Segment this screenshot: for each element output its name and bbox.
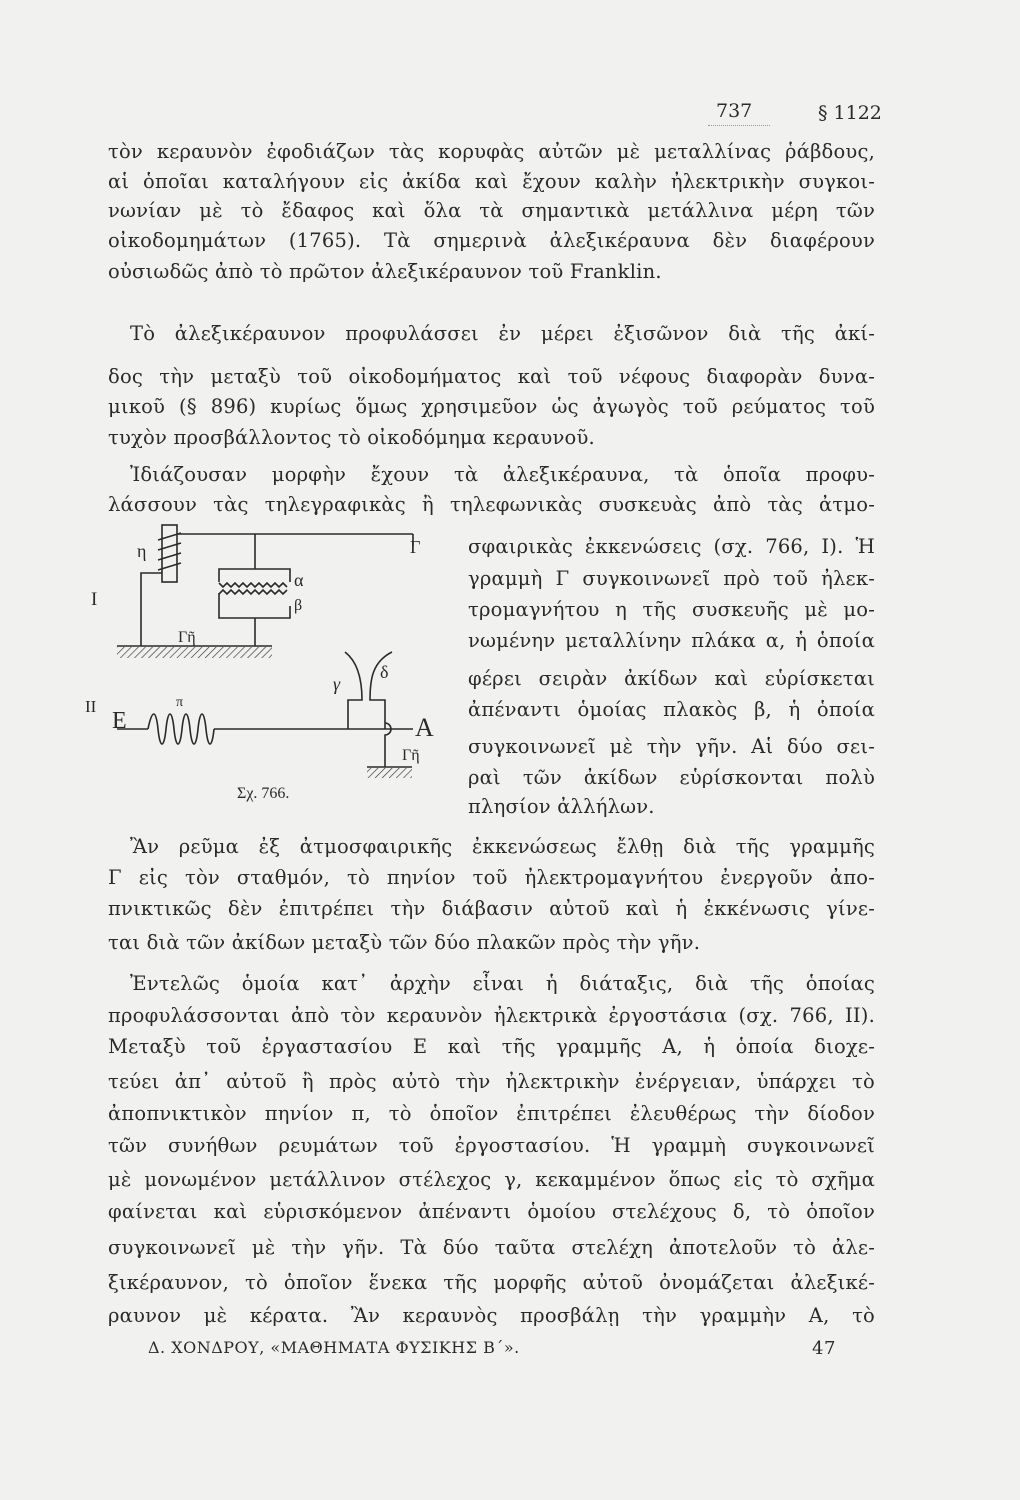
ground-hatch-2 xyxy=(367,768,412,778)
text-line: λάσσουν τὰς τηλεγραφικὰς ἢ τηλεφωνικὰς συσκευὰς ἀπὸ τὰς ἀτμο- xyxy=(108,493,875,516)
section-number: § 1122 xyxy=(818,102,882,124)
text-line: Τὸ ἀλεξικέραυνον προφυλάσσει ἐν μέρει ἐξισῶνον διὰ τῆς ἀκί- xyxy=(130,322,875,345)
text-line: νωνίαν μὲ τὸ ἔδαφος καὶ ὅλα τὰ σημαντικὰ μετάλλινα μέρη τῶν xyxy=(108,199,875,222)
text-line: ξικέραυνον, τὸ ὁποῖον ἕνεκα τῆς μορφῆς αὐτοῦ ὀνομάζεται ἀλεξικέ- xyxy=(108,1271,875,1294)
text-line: γραμμὴ Γ συγκοινωνεῖ πρὸ τοῦ ἠλεκ- xyxy=(468,567,875,590)
text-line: Ἐντελῶς ὁμοία κατ᾽ ἀρχὴν εἶναι ἡ διάταξις, διὰ τῆς ὁποίας xyxy=(130,972,875,995)
text-line: ραὶ τῶν ἀκίδων εὑρίσκονται πολὺ xyxy=(468,766,875,789)
text-line: οἰκοδομημάτων (1765). Τὰ σημερινὰ ἀλεξικέραυνα δὲν διαφέρουν xyxy=(108,229,875,252)
label-E: E xyxy=(112,708,127,734)
text-line: τυχὸν προσβάλλοντος τὸ οἰκοδόμημα κεραυνοῦ. xyxy=(108,426,595,449)
label-ground-1: Γῆ xyxy=(178,629,196,646)
label-delta: δ xyxy=(380,662,389,682)
text-line: Μεταξὺ τοῦ ἐργαστασίου Ε καὶ τῆς γραμμῆς Α, ἡ ὁποία διοχε- xyxy=(108,1035,875,1058)
ground-hatch-1 xyxy=(117,647,272,658)
label-eta: η xyxy=(137,541,147,561)
label-ground-2: Γῆ xyxy=(402,747,420,764)
page-number: 737 xyxy=(716,100,753,122)
text-line: τεύει ἀπ᾽ αὐτοῦ ἢ πρὸς αὐτὸ τὴν ἠλεκτρικὴν ἐνέργειαν, ὑπάρχει τὸ xyxy=(108,1070,875,1093)
text-line: Γ εἰς τὸν σταθμόν, τὸ πηνίον τοῦ ἠλεκτρομαγνήτου ἐνεργοῦν ἀπο- xyxy=(108,866,875,889)
figure-caption: Σχ. 766. xyxy=(237,785,290,802)
text-line: τὸν κεραυνὸν ἐφοδιάζων τὰς κορυφὰς αὐτῶν μὲ μεταλλίνας ῥάβδους, xyxy=(108,140,875,163)
text-line: πνικτικῶς δὲν ἐπιτρέπει τὴν διάβασιν αὐτοῦ καὶ ἡ ἐκκένωσις γίνε- xyxy=(108,897,875,920)
text-line: αἱ ὁποῖαι καταλήγουν εἰς ἀκίδα καὶ ἔχουν καλὴν ἠλεκτρικὴν συγκοι- xyxy=(108,170,875,193)
label-alpha: α xyxy=(294,570,304,590)
label-A: A xyxy=(415,713,434,742)
label-beta: β xyxy=(294,597,303,614)
text-line: φέρει σειρὰν ἀκίδων καὶ εὑρίσκεται xyxy=(468,667,875,690)
text-line: ραυνον μὲ κέρατα. Ἂν κεραυνὸς προσβάλῃ τὴν γραμμὴν Α, τὸ xyxy=(108,1304,875,1327)
plate-alpha xyxy=(219,569,290,582)
text-line: δος τὴν μεταξὺ τοῦ οἰκοδομήματος καὶ τοῦ νέφους διαφορὰν δυνα- xyxy=(108,365,875,388)
text-line: ται διὰ τῶν ἀκίδων μεταξὺ τῶν δύο πλακῶν πρὸς τὴν γῆν. xyxy=(108,931,701,954)
text-line: σφαιρικὰς ἐκκενώσεις (σχ. 766, I). Ἡ xyxy=(468,535,875,558)
text-line: προφυλάσσονται ἀπὸ τὸν κεραυνὸν ἠλεκτρικὰ ἐργοστάσια (σχ. 766, II). xyxy=(108,1004,875,1027)
label-I: I xyxy=(91,589,98,610)
electromagnet-core xyxy=(162,525,177,582)
text-line: οὐσιωδῶς ἀπὸ τὸ πρῶτον ἀλεξικέραυνον τοῦ Franklin. xyxy=(108,260,662,283)
footer-sheet-number: 47 xyxy=(812,1338,836,1359)
plate-beta xyxy=(219,593,290,618)
label-Gamma: Γ xyxy=(410,537,421,557)
text-line: πλησίον ἀλλήλων. xyxy=(468,795,655,818)
text-line: τρομαγνήτου η τῆς συσκευῆς μὲ μο- xyxy=(468,598,875,621)
text-line: νωμένην μεταλλίνην πλάκα α, ἡ ὁποία xyxy=(468,629,875,652)
label-gamma: γ xyxy=(333,674,341,694)
text-line: ἀπέναντι ὁμοίας πλακὸς β, ἡ ὁποία xyxy=(468,698,875,721)
text-line: Ἰδιάζουσαν μορφὴν ἔχουν τὰ ἀλεξικέραυνα, τὰ ὁποῖα προφυ- xyxy=(130,463,875,486)
text-line: συγκοινωνεῖ μὲ τὴν γῆν. Αἱ δύο σει- xyxy=(468,735,875,758)
footer-book-title: Δ. ΧΟΝΔΡΟΥ, «ΜΑΘΗΜΑΤΑ ΦΥΣΙΚΗΣ Β΄». xyxy=(148,1338,520,1357)
label-II: II xyxy=(85,697,97,716)
label-pi: π xyxy=(176,695,184,710)
text-line: συγκοινωνεῖ μὲ τὴν γῆν. Τὰ δύο ταῦτα στελέχη ἀποτελοῦν τὸ ἀλε- xyxy=(108,1236,875,1259)
text-line: μὲ μονωμένον μετάλλινον στέλεχος γ, κεκαμμένον ὅπως εἰς τὸ σχῆμα xyxy=(108,1168,875,1191)
text-line: Ἂν ρεῦμα ἐξ ἀτμοσφαιρικῆς ἐκκενώσεως ἔλθῃ διὰ τῆς γραμμῆς xyxy=(130,835,875,858)
text-line: φαίνεται καὶ εὑρισκόμενον ἀπέναντι ὁμοίου στελέχους δ, τὸ ὁποῖον xyxy=(108,1200,875,1223)
horn-gamma xyxy=(345,652,362,729)
text-line: τῶν συνήθων ρευμάτων τοῦ ἐργοστασίου. Ἡ γραμμὴ συγκοινωνεῖ xyxy=(108,1134,875,1157)
text-line: μικοῦ (§ 896) κυρίως ὅμως χρησιμεῦον ὡς ἀγωγὸς τοῦ ρεύματος τοῦ xyxy=(108,395,875,418)
choke-coil-pi xyxy=(148,714,214,744)
text-line: ἀποπνικτικὸν πηνίον π, τὸ ὁποῖον ἐπιτρέπει ἐλευθέρως τὴν δίοδον xyxy=(108,1102,875,1125)
